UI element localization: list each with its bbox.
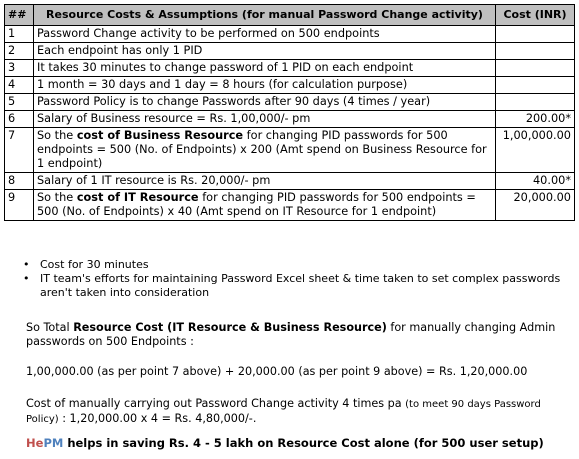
row-description-post: for changing PID passwords for 500 endpoints = 500 (No. of Endpoints) x 200 (Amt spend on Business Resource for 1 endpoint): [37, 129, 487, 170]
table-row: [5, 190, 575, 221]
header-cost: Cost (INR): [496, 5, 575, 26]
row-description: 1 month = 30 days and 1 day = 8 hours (for calculation purpose): [34, 77, 496, 94]
row-number: 7: [5, 128, 34, 173]
table-row: [5, 128, 575, 173]
p3-a: Cost of manually carrying out Password Change activity 4 times pa: [26, 397, 406, 410]
row-number: 2: [5, 43, 34, 60]
row-description-pre: So the: [37, 129, 77, 142]
row-cost: 20,000.00: [496, 190, 575, 221]
row-cost: [496, 43, 575, 60]
cost-calculation-text: 1,00,000.00 (as per point 7 above) + 20,000.00 (as per point 9 above) = Rs. 1,20,000.00: [26, 365, 528, 378]
row-cost: 40.00*: [496, 173, 575, 190]
row-number: 8: [5, 173, 34, 190]
p3-b: : 1,20,000.00 x 4 = Rs. 4,80,000/-.: [58, 412, 257, 425]
row-description: Password Change activity to be performed on 500 endpoints: [34, 26, 496, 43]
p1-post: for manually changing Admin passwords on 500 Endpoints :: [26, 321, 556, 348]
row-cost: [496, 77, 575, 94]
row-description: [34, 128, 496, 173]
list-item: [20, 272, 570, 300]
table-row: [5, 94, 575, 111]
header-number: ##: [5, 5, 34, 26]
row-number: 4: [5, 77, 34, 94]
row-cost: 200.00*: [496, 111, 575, 128]
savings-text: helps in saving Rs. 4 - 5 lakh on Resource Cost alone (for 500 user setup): [63, 436, 544, 450]
header-description: Resource Costs & Assumptions (for manual Password Change activity): [34, 5, 496, 26]
row-cost: [496, 94, 575, 111]
p3-small: (to meet 90 days Password Policy): [26, 399, 541, 425]
annual-cost-text: [26, 397, 574, 427]
note-text: IT team's efforts for maintaining Password Excel sheet & time taken to set complex passwords aren't taken into consideration: [40, 272, 561, 299]
brand-pm: PM: [43, 436, 64, 450]
resource-costs-table: [4, 4, 575, 221]
table-row: [5, 43, 575, 60]
note-text: Cost for 30 minutes: [40, 258, 149, 271]
row-cost: 1,00,000.00: [496, 128, 575, 173]
row-description-bold: cost of IT Resource: [76, 191, 199, 204]
table-row: [5, 26, 575, 43]
table-row: [5, 77, 575, 94]
row-description: Each endpoint has only 1 PID: [34, 43, 496, 60]
row-description-bold: cost of Business Resource: [76, 129, 244, 142]
row-description: Salary of 1 IT resource is Rs. 20,000/- pm: [34, 173, 496, 190]
table-row: [5, 111, 575, 128]
table-row: [5, 173, 575, 190]
row-number: 5: [5, 94, 34, 111]
row-number: 3: [5, 60, 34, 77]
table-header-row: [5, 5, 575, 26]
savings-statement: [26, 436, 574, 450]
p1-bold: Resource Cost (IT Resource & Business Resource): [73, 321, 387, 334]
row-description: It takes 30 minutes to change password of 1 PID on each endpoint: [34, 60, 496, 77]
bullet-icon: •: [23, 258, 30, 271]
row-cost: [496, 26, 575, 43]
row-description-pre: So the: [37, 191, 77, 204]
brand-he: He: [26, 436, 44, 450]
row-description: Salary of Business resource = Rs. 1,00,000/- pm: [34, 111, 496, 128]
total-resource-cost-text: [26, 321, 574, 349]
p1-pre: So Total: [26, 321, 74, 334]
row-cost: [496, 60, 575, 77]
row-description-post: for changing PID passwords for 500 endpoints = 500 (No. of Endpoints) x 40 (Amt spend on IT Resource for 1 endpoint): [37, 191, 476, 218]
row-number: 6: [5, 111, 34, 128]
row-description: Password Policy is to change Passwords after 90 days (4 times / year): [34, 94, 496, 111]
bullet-icon: •: [23, 272, 30, 285]
row-number: 9: [5, 190, 34, 221]
notes-list: [20, 258, 570, 300]
table-row: [5, 60, 575, 77]
list-item: [20, 258, 570, 272]
row-number: 1: [5, 26, 34, 43]
row-description: [34, 190, 496, 221]
